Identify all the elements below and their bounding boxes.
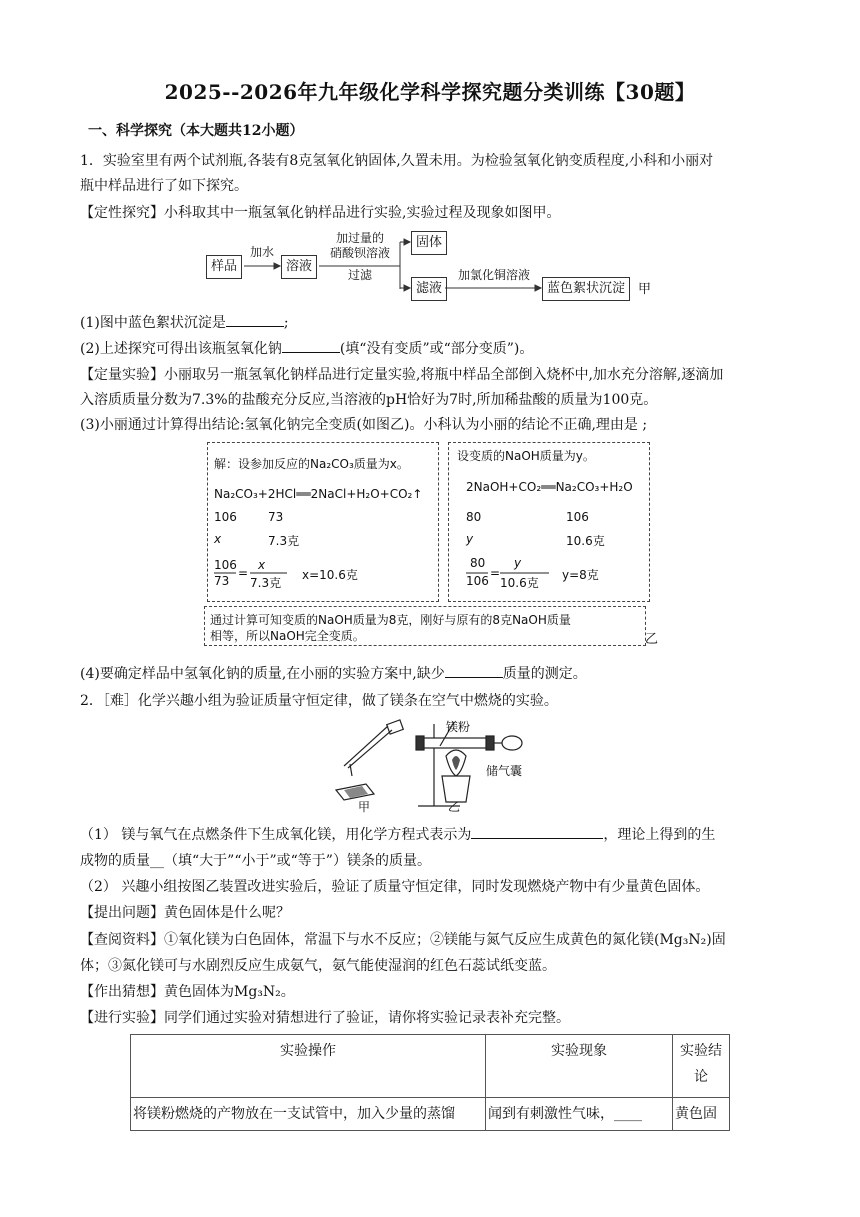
calc-left-mass-a: 106 <box>214 510 237 524</box>
q1-quant-line2: 入溶质质量分数为7.3%的盐酸充分反应,当溶液的pH恰好为7时,所加稀盐酸的质量为100克。 <box>80 392 658 408</box>
table-cell-operation: 将镁粉燃烧的产物放在一支试管中，加入少量的蒸馏 <box>131 1098 486 1131</box>
calc-left-frac-num: 106 <box>214 558 237 572</box>
flow-filter-label: 过滤 <box>347 268 372 282</box>
calc-right-equation: 2NaOH+CO₂══Na₂CO₃+H₂O <box>466 480 633 494</box>
q2-experiment: 【进行实验】同学们通过实验对猜想进行了验证，请你将实验记录表补充完整。 <box>80 1010 570 1026</box>
calc-left-frac-den: 73 <box>214 574 230 588</box>
apparatus-label-yi: 乙 <box>448 800 461 814</box>
apparatus-label-bag: 储气囊 <box>486 764 523 778</box>
calc-right-result: y=8克 <box>562 568 599 582</box>
calc-left-equals: = <box>238 566 249 580</box>
calc-right-frac2-num: y <box>514 556 522 570</box>
q1-intro-line2: 瓶中样品进行了如下探究。 <box>80 178 248 194</box>
calc-left-result: x=10.6克 <box>302 568 358 582</box>
calc-left-var-b: 7.3克 <box>268 534 300 548</box>
apparatus-label-jia: 甲 <box>358 800 371 814</box>
calc-conclusion-line2: 相等，所以NaOH完全变质。 <box>210 629 365 643</box>
table-header-row <box>131 1035 730 1098</box>
table-cell-phenomenon[interactable]: 闻到有刺激性气味，____ <box>486 1098 673 1131</box>
q1-sub1 <box>80 312 289 334</box>
flow-filtrate-box: 滤液 <box>411 277 447 301</box>
q1-sub4-blank[interactable] <box>445 663 503 678</box>
q1-sub2 <box>80 338 533 360</box>
figure-label-yi: 乙 <box>645 632 659 647</box>
flow-reagent-label-1: 加过量的 <box>335 231 384 245</box>
flow-solid-box: 固体 <box>411 231 447 255</box>
q2-sub1-line1 <box>80 824 715 846</box>
calc-right-mass-a: 80 <box>466 510 482 524</box>
table-cell-conclusion: 黄色固 <box>673 1098 730 1131</box>
q1-quant-line1: 【定量实验】小丽取另一瓶氢氧化钠样品进行定量实验,将瓶中样品全部倒入烧杯中,加水充分溶解,逐滴加 <box>80 367 724 383</box>
q1-qualitative-heading: 【定性探究】小科取其中一瓶氢氧化钠样品进行实验,实验过程及现象如图甲。 <box>80 205 561 221</box>
q1-sub2-blank[interactable] <box>282 338 340 353</box>
q1-sub1-end: ; <box>283 315 289 331</box>
table-header-conclusion: 实验结论 <box>673 1035 730 1098</box>
calc-conclusion-line1: 通过计算可知变质的NaOH质量为8克，刚好与原有的8克NaOH质量 <box>210 613 571 627</box>
q1-sub1-blank[interactable] <box>226 312 284 327</box>
table-row <box>131 1098 730 1131</box>
q1-sub4 <box>80 663 587 685</box>
flow-cucl2-label: 加氯化铜溶液 <box>457 268 530 282</box>
figure-label-jia: 甲 <box>638 282 652 297</box>
table-header-phenomenon: 实验现象 <box>486 1035 673 1098</box>
q2-intro: 2．［难］化学兴趣小组为验证质量守恒定律，做了镁条在空气中燃烧的实验。 <box>80 693 558 709</box>
q2-sub1-end: ，理论上得到的生 <box>603 827 716 843</box>
calc-right-frac2-den: 10.6克 <box>500 576 539 590</box>
experiment-record-table <box>130 1034 730 1131</box>
q1-sub4-text: (4)要确定样品中氢氧化钠的质量,在小丽的实验方案中,缺少 <box>80 666 445 682</box>
q2-sub1-blank[interactable] <box>471 824 603 839</box>
calc-right-equals: = <box>490 566 501 580</box>
calc-right-var-a: y <box>466 532 474 546</box>
q2-sub2: （2） 兴趣小组按图乙装置改进实验后，验证了质量守恒定律，同时发现燃烧产物中有少量黄色固体。 <box>80 879 710 895</box>
calc-left-mass-b: 73 <box>268 510 284 524</box>
calc-right-line1: 设变质的NaOH质量为y。 <box>457 449 595 463</box>
q2-reference-line2: 体；③氮化镁可与水剧烈反应生成氨气，氨气能使湿润的红色石蕊试纸变蓝。 <box>80 958 556 974</box>
q2-sub1-text: （1） 镁与氧气在点燃条件下生成氧化镁，用化学方程式表示为 <box>80 827 472 843</box>
q1-intro-line1: 1．实验室里有两个试剂瓶,各装有8克氢氧化钠固体,久置未用。为检验氢氧化钠变质程度,小科和小丽对 <box>80 153 714 169</box>
apparatus-label-mg: 镁粉 <box>446 720 471 734</box>
section-heading: 一、科学探究（本大题共12小题） <box>88 123 304 139</box>
flow-solution-box: 溶液 <box>281 255 317 279</box>
flow-sample-box: 样品 <box>206 255 242 279</box>
calc-right-var-b: 10.6克 <box>566 534 605 548</box>
q2-question: 【提出问题】黄色固体是什么呢？ <box>80 905 290 921</box>
q1-sub1-text: (1)图中蓝色絮状沉淀是 <box>80 315 226 331</box>
q1-sub2-end: (填“没有变质”或“部分变质”)。 <box>339 341 534 357</box>
calc-right-mass-b: 106 <box>566 510 589 524</box>
q1-sub2-text: (2)上述探究可得出该瓶氢氧化钠 <box>80 341 282 357</box>
calc-left-equation: Na₂CO₃+2HCl══2NaCl+H₂O+CO₂↑ <box>214 487 423 501</box>
calc-fraction-bars <box>207 442 647 600</box>
flow-arrows <box>200 225 660 305</box>
q2-hypothesis: 【作出猜想】黄色固体为Mg₃N₂。 <box>80 984 295 1000</box>
q2-reference-line1: 【查阅资料】①氧化镁为白色固体，常温下与水不反应；②镁能与氮气反应生成黄色的氮化镁(Mg₃N₂)固 <box>80 932 726 948</box>
calc-left-line1: 解：设参加反应的Na₂CO₃质量为x。 <box>214 457 409 471</box>
calc-right-frac-num: 80 <box>470 556 486 570</box>
q1-sub4-end: 质量的测定。 <box>502 666 587 682</box>
page-title: 2025--2026年九年级化学科学探究题分类训练【30题】 <box>164 80 696 104</box>
calc-left-var-a: x <box>214 532 222 546</box>
q1-sub3: (3)小丽通过计算得出结论:氢氧化钠完全变质(如图乙)。小科认为小丽的结论不正确,理由是 ; <box>80 417 648 433</box>
table-header-operation: 实验操作 <box>131 1035 486 1098</box>
q2-sub1-line2: 成物的质量__（填“大于”“小于”或“等于”）镁条的质量。 <box>80 853 431 869</box>
calc-right-frac-den: 106 <box>466 574 489 588</box>
flow-add-water-label: 加水 <box>249 245 274 259</box>
calc-left-frac2-den: 7.3克 <box>250 576 282 590</box>
flow-reagent-label-2: 硝酸钡溶液 <box>329 246 390 260</box>
flow-precipitate-box: 蓝色絮状沉淀 <box>542 277 630 301</box>
calc-left-frac2-num: x <box>258 558 266 572</box>
